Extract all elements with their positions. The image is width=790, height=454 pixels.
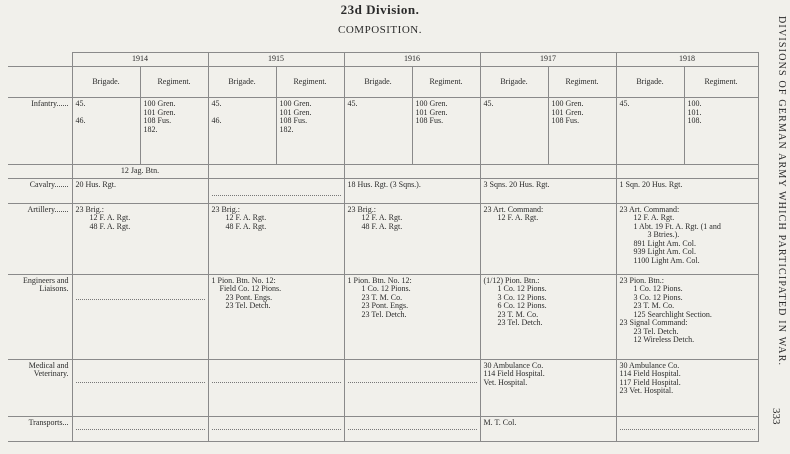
year-1918-header: 1918	[616, 53, 758, 67]
artillery-row	[8, 203, 758, 274]
brigade-header: Brigade.	[480, 67, 548, 98]
medical-1918: 30 Ambulance Co. 114 Field Hospital. 117 Field Hospital. 23 Vet. Hospital.	[616, 359, 758, 416]
page-subtitle: COMPOSITION.	[338, 24, 422, 36]
infantry-1917-extra	[480, 165, 616, 179]
medical-row	[8, 359, 758, 416]
infantry-row	[8, 98, 758, 165]
infantry-1915-regiment: 100 Gren. 101 Gren. 108 Fus. 182.	[276, 98, 344, 165]
cavalry-1915	[208, 178, 344, 203]
brigade-header: Brigade.	[208, 67, 276, 98]
transports-1918	[616, 416, 758, 441]
row-label-blank	[8, 165, 72, 179]
corner-cell-sub	[8, 67, 72, 98]
regiment-header: Regiment.	[684, 67, 758, 98]
artillery-1914: 23 Brig.: 12 F. A. Rgt. 48 F. A. Rgt.	[72, 203, 208, 274]
engineers-1916: 1 Pion. Btn. No. 12: 1 Co. 12 Pions. 23 T. M. Co. 23 Pont. Engs. 23 Tel. Detch.	[344, 274, 480, 359]
medical-1915	[208, 359, 344, 416]
row-label-infantry: Infantry......	[8, 98, 72, 165]
row-label-transports: Transports...	[8, 416, 72, 441]
regiment-header: Regiment.	[548, 67, 616, 98]
year-1914-header: 1914	[72, 53, 208, 67]
brigade-header: Brigade.	[344, 67, 412, 98]
year-1917-header: 1917	[480, 53, 616, 67]
infantry-1916-extra	[344, 165, 480, 179]
engineers-1918: 23 Pion. Btn.: 1 Co. 12 Pions. 3 Co. 12 Pions. 23 T. M. Co. 125 Searchlight Section. 23 Signal Command: 23 Tel. Detch. 12 Wireless Detch.	[616, 274, 758, 359]
transports-1917: M. T. Col.	[480, 416, 616, 441]
engineers-1917: (1/12) Pion. Btn.: 1 Co. 12 Pions. 3 Co. 12 Pions. 6 Co. 12 Pions. 23 T. M. Co. 23 Tel. Detch.	[480, 274, 616, 359]
artillery-1917: 23 Art. Command: 12 F. A. Rgt.	[480, 203, 616, 274]
infantry-1916-regiment: 100 Gren. 101 Gren. 108 Fus.	[412, 98, 480, 165]
medical-1917: 30 Ambulance Co. 114 Field Hospital. Vet. Hospital.	[480, 359, 616, 416]
running-side-header: DIVISIONS OF GERMAN ARMY WHICH PARTICIPATED IN WAR.	[776, 16, 787, 367]
artillery-1915: 23 Brig.: 12 F. A. Rgt. 48 F. A. Rgt.	[208, 203, 344, 274]
infantry-extra-row	[8, 165, 758, 179]
cavalry-row	[8, 178, 758, 203]
year-1916-header: 1916	[344, 53, 480, 67]
corner-cell	[8, 53, 72, 67]
infantry-1914-regiment: 100 Gren. 101 Gren. 108 Fus. 182.	[140, 98, 208, 165]
infantry-1917-regiment: 100 Gren. 101 Gren. 108 Fus.	[548, 98, 616, 165]
page-title: 23d Division.	[340, 2, 420, 17]
engineers-1914	[72, 274, 208, 359]
regiment-header: Regiment.	[412, 67, 480, 98]
transports-row	[8, 416, 758, 441]
engineers-1915: 1 Pion. Btn. No. 12: Field Co. 12 Pions. 23 Pont. Engs. 23 Tel. Detch.	[208, 274, 344, 359]
transports-1914	[72, 416, 208, 441]
row-label-cavalry: Cavalry.......	[8, 178, 72, 203]
medical-1916	[344, 359, 480, 416]
cavalry-1917: 3 Sqns. 20 Hus. Rgt.	[480, 178, 616, 203]
medical-1914	[72, 359, 208, 416]
row-label-artillery: Artillery.......	[8, 203, 72, 274]
brigade-header: Brigade.	[72, 67, 140, 98]
infantry-1918-regiment: 100. 101. 108.	[684, 98, 758, 165]
infantry-1918-brigade: 45.	[616, 98, 684, 165]
infantry-1915-extra	[208, 165, 344, 179]
cavalry-1918: 1 Sqn. 20 Hus. Rgt.	[616, 178, 758, 203]
row-label-engineers: Engineers and Liaisons.	[8, 274, 72, 359]
regiment-header: Regiment.	[140, 67, 208, 98]
regiment-header: Regiment.	[276, 67, 344, 98]
composition-table	[8, 52, 759, 442]
infantry-1916-brigade: 45.	[344, 98, 412, 165]
infantry-1915-brigade: 45. 46.	[208, 98, 276, 165]
subheader-row	[8, 67, 758, 98]
engineers-row	[8, 274, 758, 359]
year-header-row	[8, 53, 758, 67]
artillery-1916: 23 Brig.: 12 F. A. Rgt. 48 F. A. Rgt.	[344, 203, 480, 274]
cavalry-1914: 20 Hus. Rgt.	[72, 178, 208, 203]
page-number: 333	[770, 408, 782, 425]
brigade-header: Brigade.	[616, 67, 684, 98]
infantry-1914-extra: 12 Jag. Btn.	[72, 165, 208, 179]
transports-1915	[208, 416, 344, 441]
row-label-medical: Medical and Veterinary.	[8, 359, 72, 416]
infantry-1918-extra	[616, 165, 758, 179]
infantry-1917-brigade: 45.	[480, 98, 548, 165]
transports-1916	[344, 416, 480, 441]
cavalry-1916: 18 Hus. Rgt. (3 Sqns.).	[344, 178, 480, 203]
artillery-1918: 23 Art. Command: 12 F. A. Rgt. 1 Abt. 19 Ft. A. Rgt. (1 and 3 Btries.). 891 Light Am. Col. 939 Light Am. Col. 1100 Light Am. Col.	[616, 203, 758, 274]
year-1915-header: 1915	[208, 53, 344, 67]
infantry-1914-brigade: 45. 46.	[72, 98, 140, 165]
